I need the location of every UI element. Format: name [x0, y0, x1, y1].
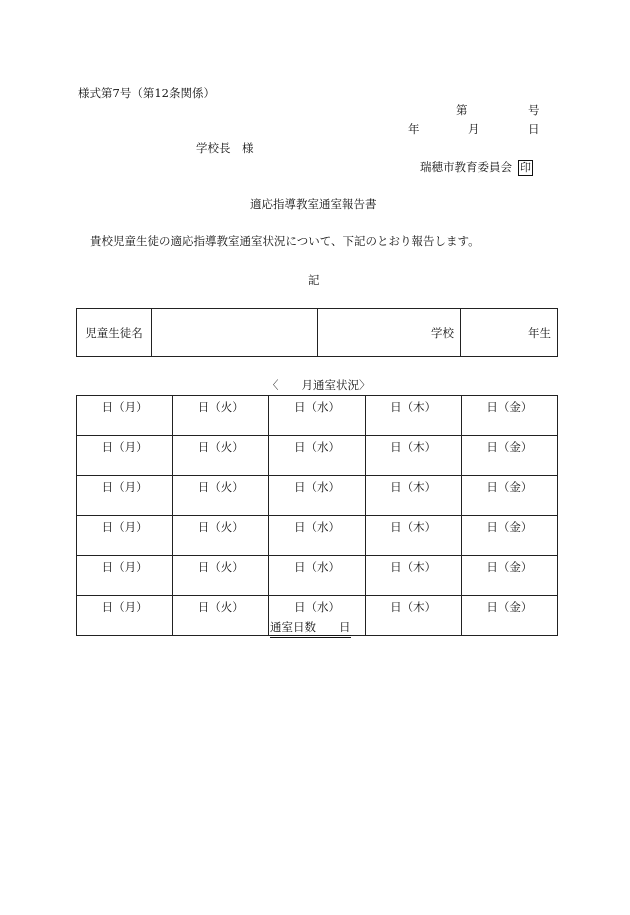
attendance-cell[interactable]: 日（月） — [77, 476, 173, 516]
attendance-cell[interactable]: 日（火） — [173, 436, 269, 476]
attendance-cell[interactable]: 日（金） — [461, 596, 557, 636]
student-name-cell[interactable] — [152, 309, 318, 357]
attendance-cell[interactable]: 日（月） — [77, 596, 173, 636]
attendance-cell[interactable]: 日（月） — [77, 556, 173, 596]
attendance-cell[interactable]: 日（月） — [77, 516, 173, 556]
ki-heading: 記 — [308, 273, 320, 287]
attendance-row — [77, 436, 558, 476]
attendance-cell[interactable]: 日（火） — [173, 516, 269, 556]
date-month: 月 — [468, 122, 480, 136]
attendance-cell[interactable]: 日（木） — [365, 436, 461, 476]
attendance-cell[interactable]: 日（火） — [173, 396, 269, 436]
attendance-cell[interactable]: 日（水） — [269, 476, 365, 516]
grade-label: 年生 — [528, 325, 551, 340]
attendance-cell[interactable]: 日（火） — [173, 476, 269, 516]
attendance-cell[interactable]: 日（水） — [269, 516, 365, 556]
attendance-cell[interactable]: 日（水） — [269, 556, 365, 596]
student-name-label: 児童生徒名 — [77, 309, 152, 357]
attendance-cell[interactable]: 日（月） — [77, 436, 173, 476]
attendance-row — [77, 476, 558, 516]
body-text: 貴校児童生徒の適応指導教室通室状況について、下記のとおり報告します。 — [90, 234, 480, 248]
attendance-cell[interactable]: 日（火） — [173, 556, 269, 596]
seal-mark: 印 — [520, 161, 531, 174]
addressee: 学校長 様 — [196, 141, 254, 155]
student-info-table — [76, 308, 558, 357]
attendance-table — [76, 395, 558, 636]
document-number-prefix: 第 — [456, 103, 468, 117]
attendance-total: 通室日数 日 — [270, 622, 351, 638]
attendance-cell[interactable]: 日（金） — [461, 556, 557, 596]
school-label: 学校 — [431, 325, 454, 340]
attendance-cell[interactable]: 日（木） — [365, 596, 461, 636]
attendance-cell[interactable]: 日（木） — [365, 476, 461, 516]
attendance-cell[interactable]: 日（金） — [461, 476, 557, 516]
attendance-cell[interactable]: 日（金） — [461, 436, 557, 476]
school-cell[interactable] — [318, 309, 461, 357]
attendance-row — [77, 516, 558, 556]
attendance-cell[interactable]: 日（木） — [365, 396, 461, 436]
attendance-cell[interactable]: 日（水） — [269, 436, 365, 476]
document-number-suffix: 号 — [528, 103, 540, 117]
attendance-cell[interactable]: 日（金） — [461, 516, 557, 556]
attendance-heading: 〈 月通室状況〉 — [267, 378, 371, 392]
attendance-cell[interactable]: 日（火） — [173, 596, 269, 636]
document-title: 適応指導教室通室報告書 — [250, 197, 377, 211]
sender-line — [420, 160, 533, 176]
sender-name: 瑞穂市教育委員会 — [420, 160, 512, 174]
form-number: 様式第7号（第12条関係） — [78, 86, 215, 100]
attendance-row — [77, 556, 558, 596]
attendance-cell[interactable]: 日（水） — [269, 396, 365, 436]
attendance-cell[interactable]: 日（水） — [269, 596, 365, 636]
date-year: 年 — [408, 122, 420, 136]
attendance-row — [77, 396, 558, 436]
attendance-cell[interactable]: 日（月） — [77, 396, 173, 436]
date-day: 日 — [528, 122, 540, 136]
attendance-cell[interactable]: 日（金） — [461, 396, 557, 436]
attendance-cell[interactable]: 日（木） — [365, 516, 461, 556]
attendance-cell[interactable]: 日（木） — [365, 556, 461, 596]
grade-cell[interactable] — [461, 309, 558, 357]
